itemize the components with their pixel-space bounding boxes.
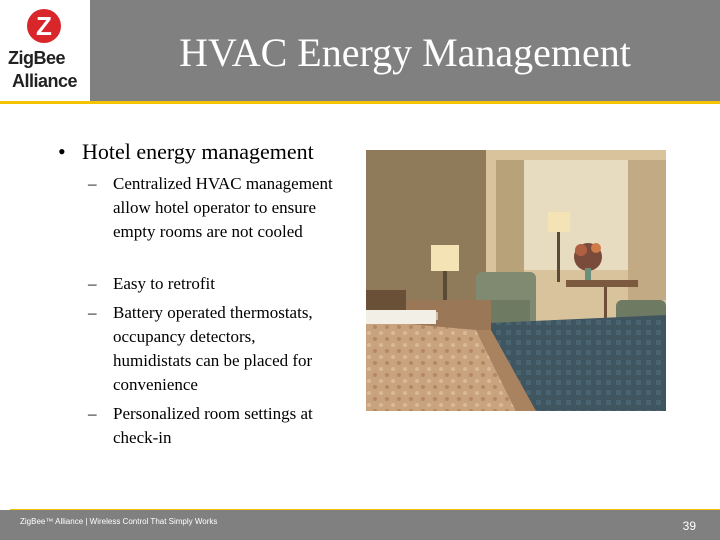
sub-item: [88, 402, 338, 450]
header-divider: [0, 101, 720, 104]
dash-icon: –: [88, 274, 97, 293]
sub-item-text: Centralized HVAC management allow hotel operator to ensure empty rooms are not cooled: [113, 174, 333, 241]
dash-icon: –: [88, 303, 97, 322]
logo-text-alliance: Alliance: [12, 71, 78, 91]
footer-divider: [10, 509, 720, 510]
sub-item-text: Personalized room settings at check-in: [113, 404, 313, 447]
zigbee-logo: [0, 0, 90, 101]
hotel-room-photo: [366, 150, 666, 411]
dash-icon: –: [88, 174, 97, 193]
sub-item: [88, 272, 338, 296]
footer-tagline: ZigBee™ Alliance | Wireless Control That Simply Works: [20, 517, 218, 526]
logo-text-zigbee: ZigBee: [8, 48, 66, 68]
bullet-icon: •: [58, 139, 66, 164]
sub-item: [88, 301, 338, 397]
dash-icon: –: [88, 404, 97, 423]
page-number: 39: [682, 519, 696, 533]
sub-item-text: Battery operated thermostats, occupancy detectors, humidistats can be placed for convenience: [113, 303, 313, 394]
main-bullet: Hotel energy management: [82, 139, 314, 164]
sub-item-text: Easy to retrofit: [113, 274, 215, 293]
slide-title: HVAC Energy Management: [179, 30, 631, 75]
zigbee-z-icon: Z: [27, 9, 61, 43]
sub-item: [88, 172, 338, 244]
